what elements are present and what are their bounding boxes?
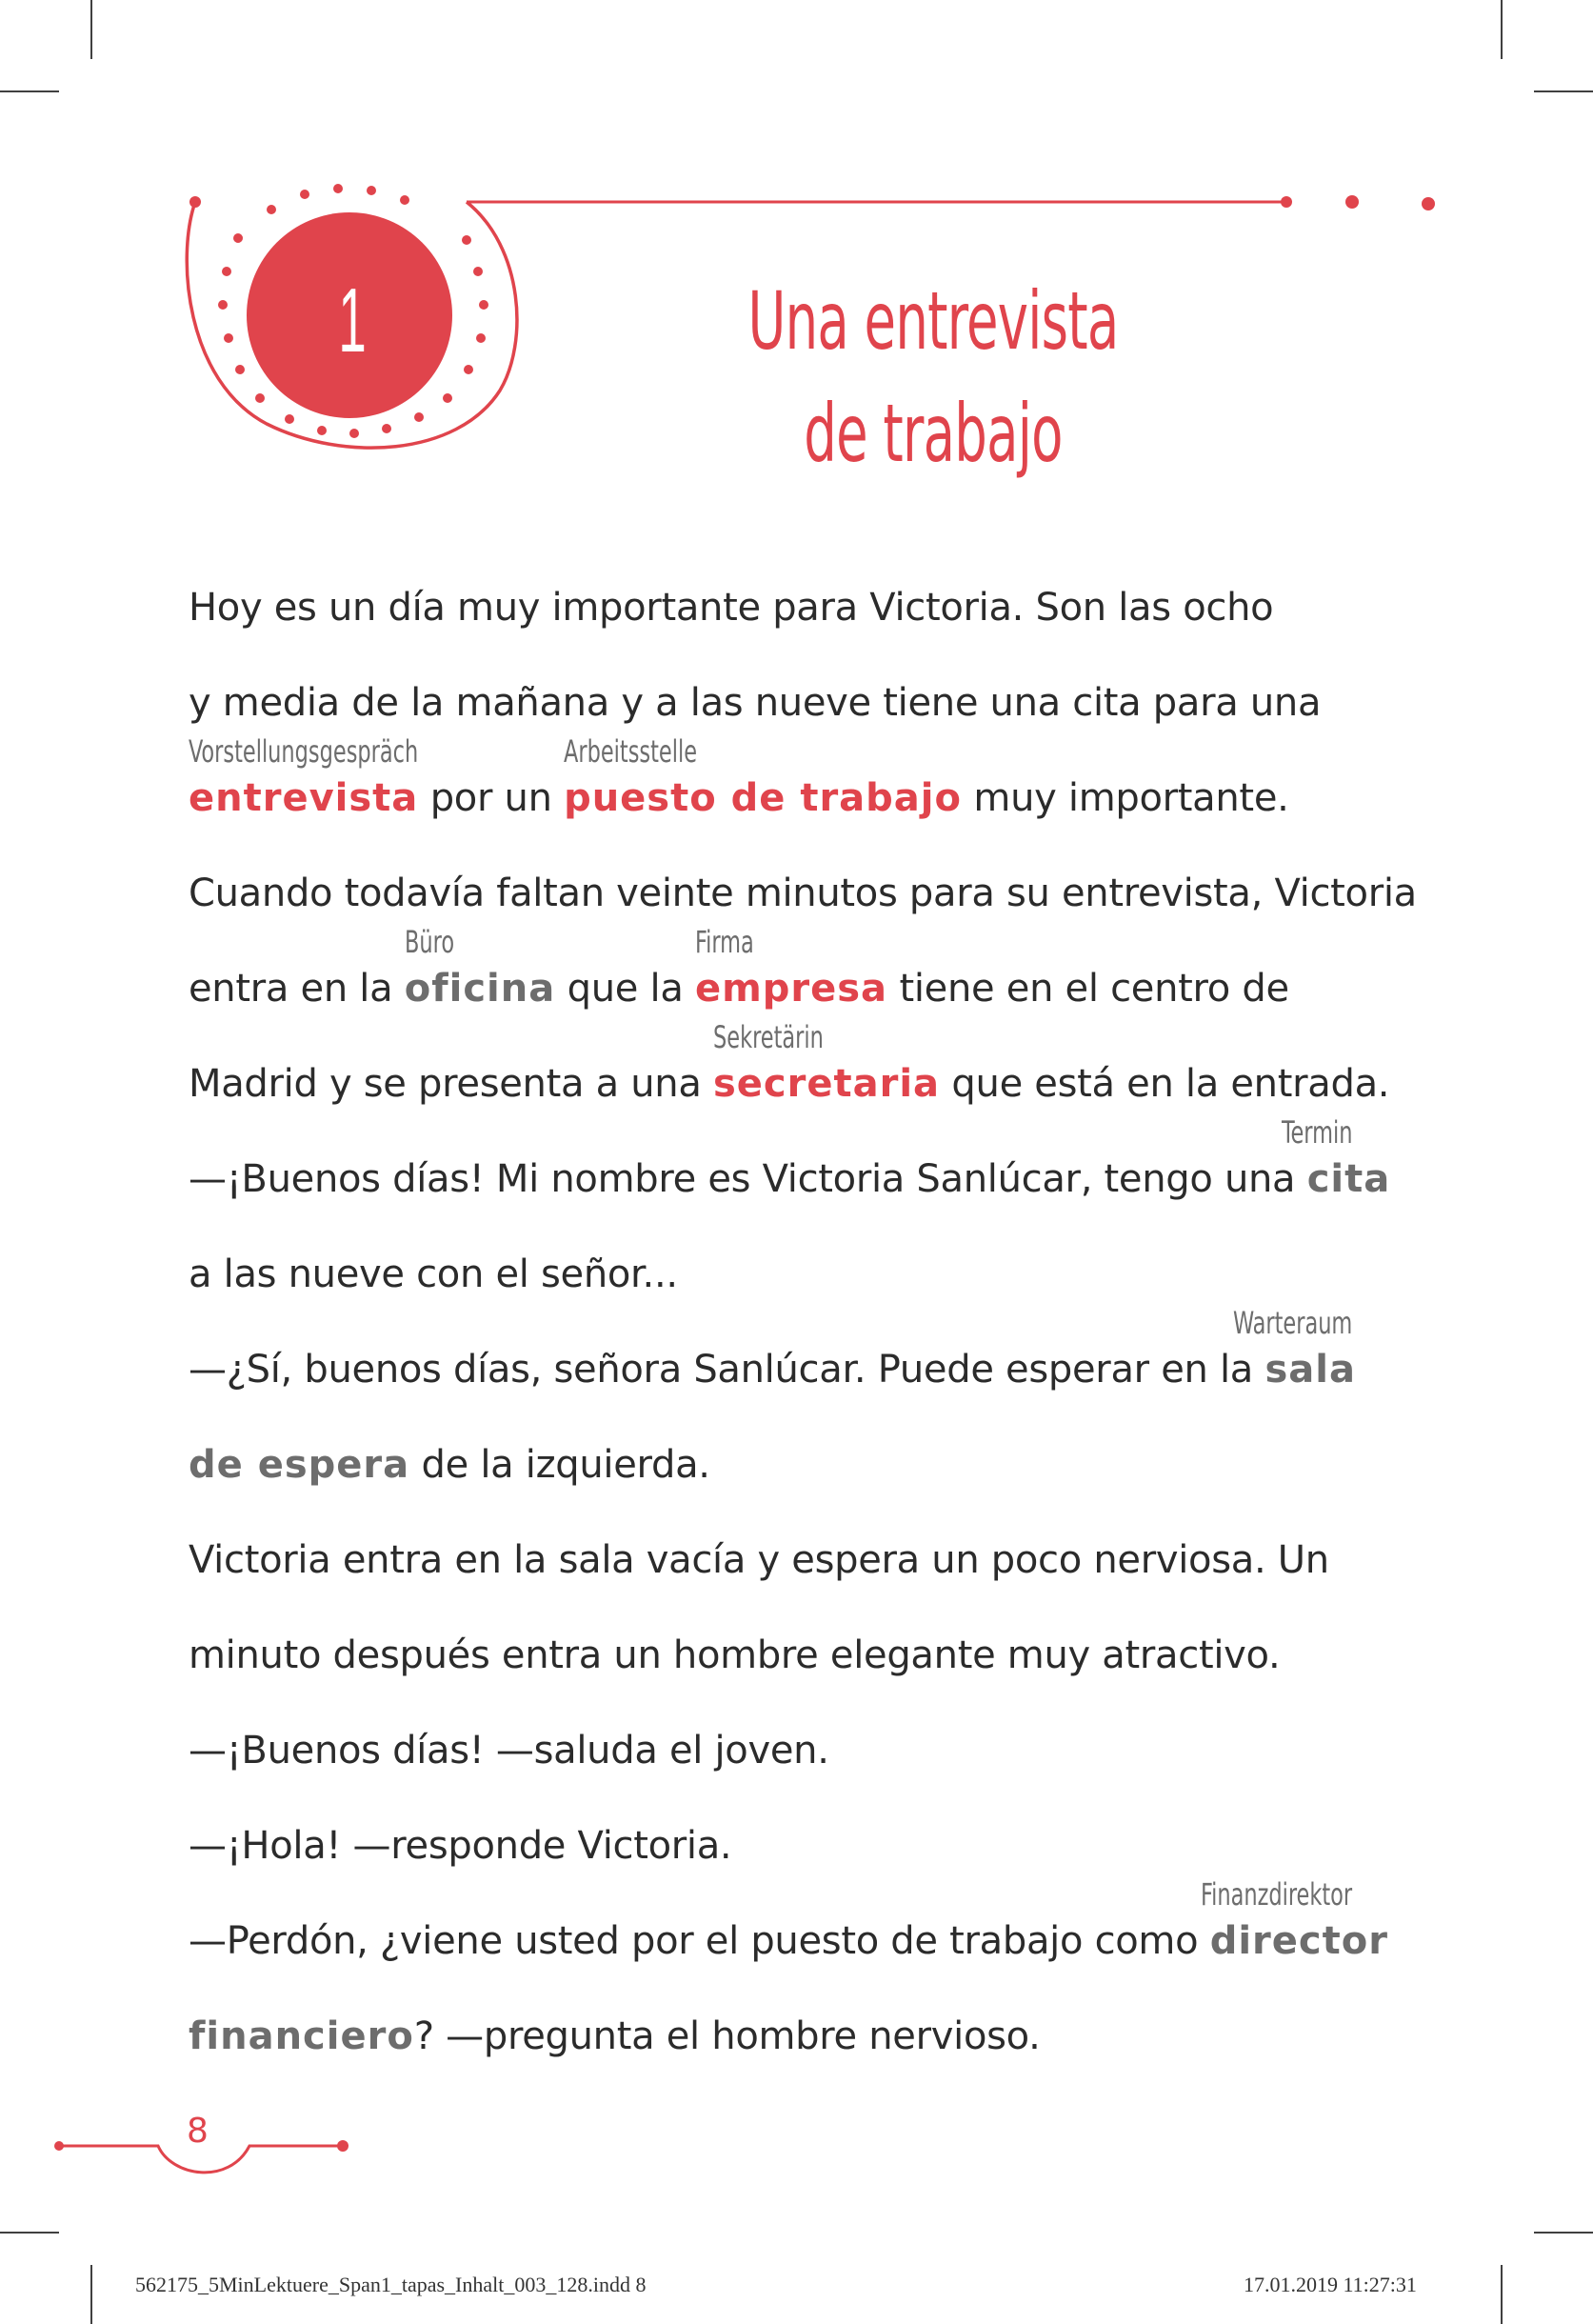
vocabulary-word: puesto de trabajo: [564, 776, 962, 820]
vocabulary-gloss: Termin: [1281, 1114, 1352, 1151]
story-line: [189, 1633, 1280, 1678]
story-text-run: Victoria entra en la sala vacía y espera un poco nerviosa. Un: [189, 1538, 1329, 1582]
story-line: [189, 680, 1321, 726]
story-line: [189, 1347, 1356, 1392]
story-text-run: que está en la entrada.: [940, 1062, 1390, 1106]
vocabulary-word: cita: [1306, 1157, 1391, 1201]
story-text-run: de la izquierda.: [409, 1443, 710, 1487]
story-line: [189, 871, 1417, 916]
vocabulary-word: secretaria: [712, 1062, 941, 1106]
story-text-run: minuto después entra un hombre elegante muy atractivo.: [189, 1633, 1281, 1677]
story-text-run: que la: [555, 967, 695, 1011]
vocabulary-gloss: Arbeitsstelle: [564, 733, 698, 770]
vocabulary-word: de espera: [189, 1443, 410, 1487]
vocabulary-word: financiero: [189, 2014, 414, 2058]
vocabulary-gloss: Vorstellungsgespräch: [189, 733, 419, 770]
vocabulary-word: sala: [1264, 1348, 1356, 1392]
story-line: [189, 1061, 1389, 1107]
vocabulary-gloss: Sekretärin: [713, 1019, 824, 1055]
story-line: [189, 585, 1273, 631]
chapter-title-line2: de trabajo: [804, 387, 1063, 480]
vocabulary-gloss: Firma: [695, 924, 754, 960]
vocabulary-word: empresa: [694, 967, 888, 1011]
story-line: [189, 1442, 710, 1488]
story-line: [189, 2013, 1041, 2059]
vocabulary-gloss: Warteraum: [1232, 1305, 1352, 1341]
story-text-run: Cuando todavía faltan veinte minutos para su entrevista, Victoria: [189, 872, 1417, 915]
story-line: [189, 1252, 678, 1297]
vocabulary-word: director: [1209, 1919, 1388, 1963]
story-text-run: —¡Buenos días! Mi nombre es Victoria Sanlúcar, tengo una: [189, 1157, 1307, 1201]
page-number: 8: [187, 2112, 209, 2151]
chapter-number: 1: [338, 270, 367, 371]
story-text-run: —¿Sí, buenos días, señora Sanlúcar. Puede esperar en la: [189, 1348, 1265, 1392]
vocabulary-word: entrevista: [189, 776, 419, 820]
print-slug-file: 562175_5MinLektuere_Span1_tapas_Inhalt_003_128.indd 8: [135, 2273, 647, 2296]
story-text-run: ? —pregunta el hombre nervioso.: [413, 2014, 1041, 2058]
chapter-title-line1: Una entrevista: [747, 274, 1119, 368]
story-text-run: Hoy es un día muy importante para Victoria. Son las ocho: [189, 586, 1274, 630]
vocabulary-gloss: Büro: [405, 924, 455, 960]
story-line: [189, 1823, 731, 1869]
vocabulary-gloss: Finanzdirektor: [1200, 1876, 1352, 1913]
story-line: [189, 1537, 1329, 1583]
story-line: [189, 966, 1289, 1012]
story-text-run: entra en la: [189, 967, 405, 1011]
story-line: [189, 1156, 1390, 1202]
story-text-run: Madrid y se presenta a una: [189, 1062, 713, 1106]
story-text-run: por un: [418, 776, 565, 820]
print-slug-date: 17.01.2019 11:27:31: [1244, 2273, 1417, 2296]
story-line: [189, 775, 1289, 821]
story-text-run: tiene en el centro de: [887, 967, 1289, 1011]
story-text-run: muy importante.: [961, 776, 1289, 820]
story-text-run: y media de la mañana y a las nueve tiene una cita para una: [189, 681, 1322, 725]
story-text-run: —¡Hola! —responde Victoria.: [189, 1824, 732, 1868]
story-text-run: a las nueve con el señor...: [189, 1252, 678, 1296]
vocabulary-word: oficina: [404, 967, 556, 1011]
story-line: [189, 1918, 1388, 1964]
story-text-run: —¡Buenos días! —saluda el joven.: [189, 1729, 829, 1773]
story-line: [189, 1728, 829, 1773]
story-text-run: —Perdón, ¿viene usted por el puesto de trabajo como: [189, 1919, 1210, 1963]
